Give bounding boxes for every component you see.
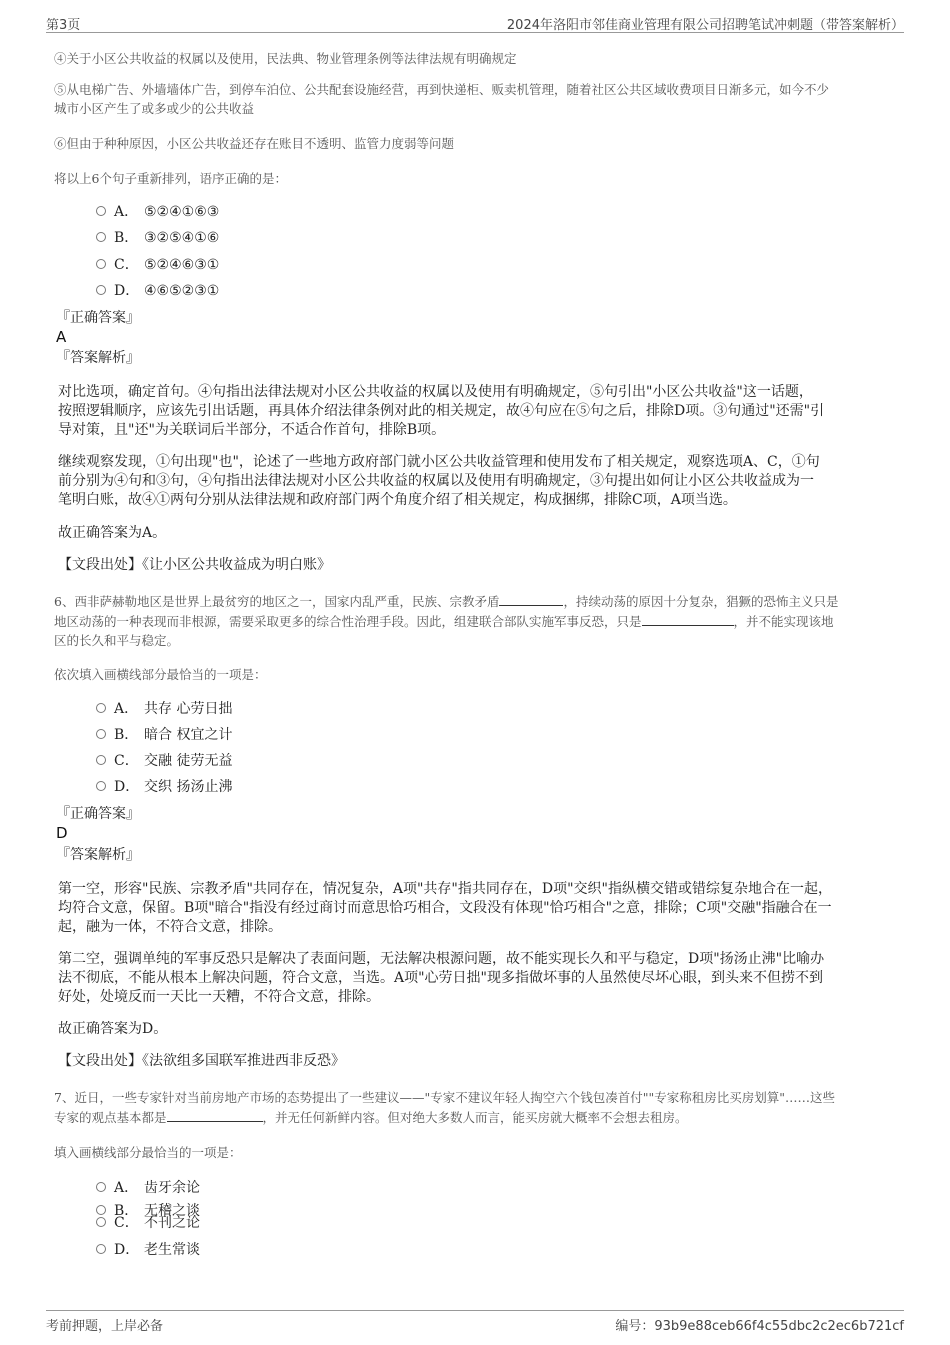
q5-analysis-label: 『答案解析』 [56,350,140,366]
q6-option-a[interactable]: A． 共存 心劳日拙 [96,699,232,719]
q5-analysis-p2-l3: 笔明白账，故④①两句分别从法律法规和政府部门两个角度介绍了相关规定，构成捆绑，排除C项，A项当选。 [58,492,737,508]
q6-answer: D [56,824,68,842]
answer-blank [642,613,734,626]
q5-option-c[interactable]: C． ⑤②④⑥③① [96,255,219,275]
q5-source: 【文段出处】《让小区公共收益成为明白账》 [58,557,331,573]
q5-sentence-6: ⑥但由于种种原因，小区公共收益还存在账目不透明、监管力度弱等问题 [54,136,455,151]
q6-stem-line-2: 地区动荡的一种表现而非根源，需要采取更多的综合性治理手段。因此，组建联合部队实施军事反恐，只是 ，并不能实现该地 [54,614,834,629]
q5-sentence-5-line-1: ⑤从电梯广告、外墙墙体广告，到停车泊位、公共配套设施经营，再到快递柜、贩卖机管理，随着社区公共区域收费项目日渐多元，如今不少 [54,82,830,97]
page-number: 第3页 [46,18,81,33]
answer-blank [499,593,563,606]
q5-analysis-p2-l2: 前分别为④句和③句，④句指出法律法规对小区公共收益的权属以及使用有明确规定，③句提出如何让小区公共收益成为一 [58,473,814,489]
q7-option-c[interactable]: C． 不刊之论 [96,1213,200,1233]
q6-analysis-p2-l1: 第二空，强调单纯的军事反恐只是解决了表面问题，无法解决根源问题，故不能实现长久和平与稳定，D项"扬汤止沸"比喻办 [58,951,825,967]
q5-answer-label: 『正确答案』 [56,310,140,326]
radio-icon[interactable] [96,703,106,713]
radio-icon[interactable] [96,781,106,791]
q5-sentence-5-line-2: 城市小区产生了或多或少的公共收益 [54,101,255,116]
q5-conclusion: 故正确答案为A。 [58,525,167,541]
q7-stem-line-2: 专家的观点基本都是 ，并无任何新鲜内容。但对绝大多数人而言，能买房就大概率不会想去租房。 [54,1110,688,1125]
q6-option-d[interactable]: D． 交织 扬汤止沸 [96,777,232,797]
document-title: 2024年洛阳市邻佳商业管理有限公司招聘笔试冲刺题（带答案解析） [506,18,904,33]
q6-analysis-p2-l2: 法不彻底，不能从根本上解决问题，符合文意，当选。A项"心劳日拙"现多指做坏事的人虽然使尽坏心眼，到头来不但捞不到 [58,970,823,986]
q6-stem-line-1: 6、西非萨赫勒地区是世界上最贫穷的地区之一，国家内乱严重，民族、宗教矛盾 ，持续动荡的原因十分复杂，猖獗的恐怖主义只是 [54,594,839,609]
q6-source: 【文段出处】《法欲组多国联军推进西非反恐》 [58,1053,345,1069]
q5-option-a[interactable]: A． ⑤②④①⑥③ [96,202,219,222]
q7-option-a[interactable]: A． 齿牙余论 [96,1178,200,1198]
q5-sentence-4: ④关于小区公共收益的权属以及使用，民法典、物业管理条例等法律法规有明确规定 [54,51,517,66]
page-header [46,12,904,33]
q6-answer-label: 『正确答案』 [56,806,140,822]
radio-icon[interactable] [96,1244,106,1254]
q5-prompt: 将以上6个句子重新排列，语序正确的是： [54,171,287,186]
radio-icon[interactable] [96,259,106,269]
radio-icon[interactable] [96,1182,106,1192]
q6-stem-line-3: 区的长久和平与稳定。 [54,633,180,648]
radio-icon[interactable] [96,206,106,216]
radio-icon[interactable] [96,755,106,765]
footer-slogan: 考前押题，上岸必备 [46,1319,164,1334]
radio-icon[interactable] [96,232,106,242]
radio-icon[interactable] [96,729,106,739]
q7-stem-line-1: 7、近日，一些专家针对当前房地产市场的态势提出了一些建议——"专家不建议年轻人掏空六个钱包凑首付""专家称租房比买房划算"……这些 [54,1090,835,1105]
q7-prompt: 填入画横线部分最恰当的一项是： [54,1145,242,1160]
q6-analysis-p1-l1: 第一空，形容"民族、宗教矛盾"共同存在，情况复杂，A项"共存"指共同存在，D项"交织"指纵横交错或错综复杂地合在一起， [58,881,832,897]
q5-option-d[interactable]: D． ④⑥⑤②③① [96,281,219,301]
q6-analysis-p1-l2: 均符合文意，保留。B项"暗合"指没有经过商讨而意思恰巧相合，文段没有体现"恰巧相合"之意，排除；C项"交融"指融合在一 [58,900,832,916]
q7-option-b[interactable]: B． 无稽之谈 [96,1201,200,1221]
q5-analysis-p2-l1: 继续观察发现，①句出现"也"，论述了一些地方政府部门就小区公共收益管理和使用发布了相关规定，观察选项A、C，①句 [58,454,820,470]
q6-analysis-p2-l3: 好处，处境反而一天比一天糟，不符合文意，排除。 [58,989,380,1005]
q6-option-b[interactable]: B． 暗合 权宜之计 [96,725,232,745]
document-code: 编号：93b9e88ceb66f4c55dbc2c2ec6b721cf [615,1319,904,1334]
q6-analysis-label: 『答案解析』 [56,847,140,863]
q5-analysis-p1-l3: 导对策，且"还"为关联词后半部分，不适合作首句，排除B项。 [58,422,446,438]
radio-icon[interactable] [96,285,106,295]
q5-option-b[interactable]: B． ③②⑤④①⑥ [96,228,219,248]
q7-option-d[interactable]: D． 老生常谈 [96,1240,200,1260]
answer-blank [167,1109,263,1122]
radio-icon[interactable] [96,1217,106,1227]
q6-option-c[interactable]: C． 交融 徒劳无益 [96,751,232,771]
q6-prompt: 依次填入画横线部分最恰当的一项是： [54,667,267,682]
q5-answer: A [56,328,67,346]
page-footer [46,1310,904,1335]
q6-conclusion: 故正确答案为D。 [58,1021,168,1037]
q6-analysis-p1-l3: 起，融为一体，不符合文意，排除。 [58,919,282,935]
q5-analysis-p1-l2: 按照逻辑顺序，应该先引出话题，再具体介绍法律条例对此的相关规定，故④句应在⑤句之后，排除D项。③句通过"还需"引 [58,403,825,419]
q5-analysis-p1-l1: 对比选项，确定首句。④句指出法律法规对小区公共收益的权属以及使用有明确规定，⑤句引出"小区公共收益"这一话题， [58,384,813,400]
